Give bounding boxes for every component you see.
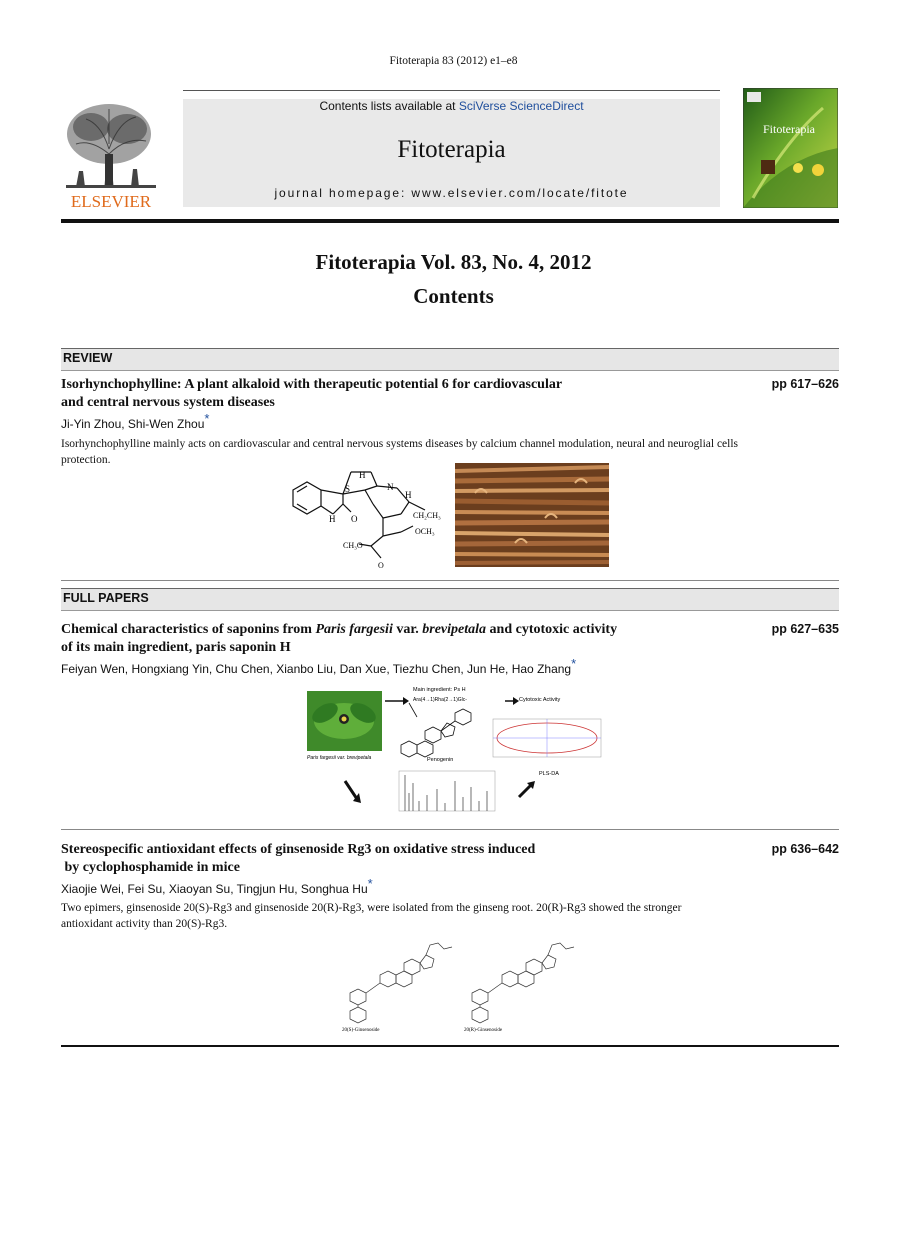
article-pages: pp 627–635 xyxy=(771,622,839,636)
journal-citation: Fitoterapia 83 (2012) e1–e8 xyxy=(389,55,518,67)
article-title-line: by cyclophosphamide in mice xyxy=(61,860,240,875)
authors-text: Ji-Yin Zhou, Shi-Wen Zhou xyxy=(61,417,205,431)
section-header-review xyxy=(61,348,839,371)
article-separator xyxy=(61,829,839,830)
svg-text:H: H xyxy=(329,514,336,524)
article-authors xyxy=(61,876,761,896)
corresponding-author-link[interactable]: * xyxy=(367,876,373,891)
article-title-line: Stereospecific antioxidant effects of ginsenoside Rg3 on oxidative stress induced xyxy=(61,842,536,857)
svg-text:CH₃O: CH₃O xyxy=(343,541,363,550)
saponin-graphical-abstract xyxy=(305,683,605,813)
article-title[interactable] xyxy=(61,376,701,412)
svg-text:O: O xyxy=(351,514,358,524)
article-pages: pp 636–642 xyxy=(771,842,839,856)
herb-photo xyxy=(455,463,609,567)
journal-cover-image xyxy=(743,88,838,208)
header-top-rule xyxy=(183,90,720,91)
corresponding-author-link[interactable]: * xyxy=(571,656,577,671)
authors-text: Feiyan Wen, Hongxiang Yin, Chu Chen, Xianbo Liu, Dan Xue, Tiezhu Chen, Jun He, Hao Zhang xyxy=(61,662,572,676)
svg-text:PLS-DA: PLS-DA xyxy=(539,771,559,777)
article-authors xyxy=(61,411,761,431)
graphical-abstract-text xyxy=(61,900,781,932)
graphical-abstract-text: Isorhynchophylline mainly acts on cardiovascular and central nervous systems diseases by calcium channel modulation, neural and neuroglial cells protection. xyxy=(61,438,739,466)
svg-text:H: H xyxy=(359,470,366,480)
svg-text:S: S xyxy=(345,484,351,494)
svg-text:H: H xyxy=(405,490,412,500)
volume-title: Fitoterapia Vol. 83, No. 4, 2012 xyxy=(315,250,592,274)
svg-text:Cytotoxic Activity: Cytotoxic Activity xyxy=(519,697,561,703)
footer-rule xyxy=(61,1045,839,1047)
header-bottom-rule xyxy=(61,219,839,223)
article-title[interactable] xyxy=(61,621,701,657)
article-title-line: Isorhynchophylline: A plant alkaloid with therapeutic potential 6 for cardiovascular xyxy=(61,377,563,392)
svg-text:Paris fargesii var. brevipetal: Paris fargesii var. brevipetala xyxy=(307,755,372,761)
journal-homepage[interactable]: journal homepage: www.elsevier.com/locate/fitote xyxy=(274,186,629,200)
svg-text:20(S)-Ginsenoside: 20(S)-Ginsenoside xyxy=(342,1028,380,1033)
article-title-line: of its main ingredient, paris saponin H xyxy=(61,640,291,655)
isorhynchophylline-structure xyxy=(285,460,445,570)
ginsenoside-20r-structure xyxy=(462,935,577,1035)
svg-text:Ara(4→1)Rha(2→1)Glc-: Ara(4→1)Rha(2→1)Glc- xyxy=(413,697,467,703)
svg-text:Main ingredient: Ps H: Main ingredient: Ps H xyxy=(413,687,466,693)
authors-text: Xiaojie Wei, Fei Su, Xiaoyan Su, Tingjun Hu, Songhua Hu xyxy=(61,882,368,896)
summary-line: Two epimers, ginsenoside 20(S)-Rg3 and ginsenoside 20(R)-Rg3, were isolated from the ginseng root. 20(R)-Rg3 showed the stronger xyxy=(61,902,682,914)
contents-available-text: Contents lists available at xyxy=(319,99,459,113)
svg-text:OCH₃: OCH₃ xyxy=(415,527,435,536)
article-pages: pp 617–626 xyxy=(771,377,839,391)
cover-title: Fitoterapia xyxy=(763,122,815,136)
article-separator xyxy=(61,580,839,581)
article-authors xyxy=(61,656,761,676)
section-label: REVIEW xyxy=(63,351,113,365)
article-title-line: and central nervous system diseases xyxy=(61,395,275,410)
ginsenoside-20s-structure xyxy=(340,935,455,1035)
article-title[interactable] xyxy=(61,841,701,877)
elsevier-logo xyxy=(61,99,161,211)
svg-text:Penogenin: Penogenin xyxy=(427,757,454,763)
publisher-name: ELSEVIER xyxy=(70,192,152,211)
contents-available-line xyxy=(183,99,720,113)
svg-text:CH₂CH₃: CH₂CH₃ xyxy=(413,511,441,520)
svg-text:20(R)-Ginsenoside: 20(R)-Ginsenoside xyxy=(464,1028,503,1033)
corresponding-author-link[interactable]: * xyxy=(204,411,210,426)
section-header-full-papers xyxy=(61,588,839,611)
contents-heading: Contents xyxy=(413,284,494,308)
svg-text:O: O xyxy=(378,561,384,570)
svg-text:N: N xyxy=(387,482,394,492)
sciencedirect-link[interactable]: SciVerse ScienceDirect xyxy=(458,99,584,113)
article-title-line: Chemical characteristics of saponins from Paris fargesii var. brevipetala and cytotoxic activity xyxy=(61,622,618,637)
journal-name: Fitoterapia xyxy=(397,136,506,163)
summary-line: antioxidant activity than 20(S)-Rg3. xyxy=(61,918,228,930)
section-label: FULL PAPERS xyxy=(63,591,149,605)
